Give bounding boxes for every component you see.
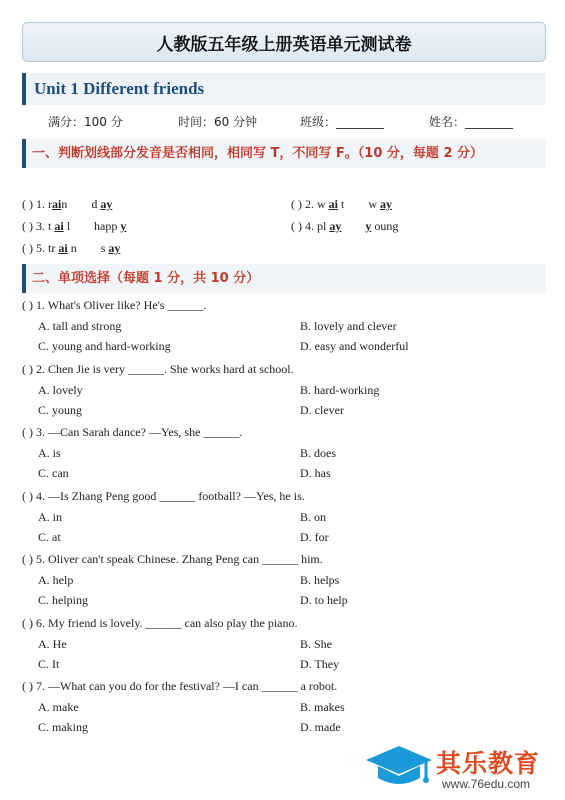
option-b: B. helps [300,573,340,587]
option-d: D. They [300,656,340,671]
question-stem: ( ) 4. —Is Zhang Peng good ______ football? —Yes, he is. [22,488,305,503]
option-d: D. has [300,466,331,480]
question-stem: ( ) 7. —What can you do for the festival? —I can ______ a robot. [22,679,338,693]
option-c: C. can [38,466,69,480]
option-a: A. help [38,573,74,587]
option-b: B. does [300,446,336,460]
brand-logo [364,740,560,796]
exam-info-row [22,113,546,133]
option-a: A. He [38,636,67,651]
section1-heading: 一、判断划线部分发音是否相同，相同写 T，不同写 F。（10 分，每题 2 分） [22,139,546,168]
option-a: A. is [38,446,61,460]
question-stem: ( ) 1. What's Oliver like? He's ______. [22,298,207,312]
option-a: A. in [38,509,62,524]
page-title: 人教版五年级上册英语单元测试卷 [22,22,546,62]
option-b: B. She [300,636,333,651]
graduation-cap-icon [364,740,434,794]
brand-url: www.76edu.com [442,777,531,791]
section2-heading: 二、单项选择（每题 1 分，共 10 分） [22,264,546,293]
score-label: 满分：100 分 [48,115,123,129]
option-d: D. for [300,529,329,544]
phonics-item: ( ) 1. rain d ay [22,197,113,211]
option-b: B. lovely and clever [300,319,397,333]
option-a: A. lovely [38,382,83,397]
brand-name: 其乐教育 [436,749,541,778]
option-c: C. at [38,529,61,544]
time-label: 时间：60 分钟 [178,115,258,129]
option-b: B. on [300,509,327,524]
question-stem: ( ) 3. —Can Sarah dance? —Yes, she ______. [22,425,243,439]
option-c: C. young [38,402,83,417]
option-d: D. made [300,720,341,734]
phonics-item: ( ) 2. w ai t w ay [291,197,393,211]
class-field: 班级：________ [300,115,385,129]
phonics-item: ( ) 4. pl ay y oung [291,219,399,233]
question-stem: ( ) 6. My friend is lovely. ______ can also play the piano. [22,615,298,630]
option-b: B. makes [300,700,345,714]
option-d: D. easy and wonderful [300,339,409,353]
unit-heading: Unit 1 Different friends [22,73,546,105]
phonics-item: ( ) 5. tr ai n s ay [22,241,121,255]
name-field: 姓名：________ [429,115,514,129]
option-c: C. It [38,656,60,671]
option-a: A. make [38,700,79,714]
option-a: A. tall and strong [38,319,122,333]
option-d: D. clever [300,402,344,417]
option-d: D. to help [300,593,348,607]
option-c: C. helping [38,593,88,607]
option-b: B. hard-working [300,382,380,397]
phonics-item: ( ) 3. t ai l happ y [22,219,127,233]
question-stem: ( ) 2. Chen Jie is very ______. She works hard at school. [22,361,294,376]
option-c: C. young and hard-working [38,339,171,353]
option-c: C. making [38,720,88,734]
question-stem: ( ) 5. Oliver can't speak Chinese. Zhang Peng can ______ him. [22,552,323,566]
